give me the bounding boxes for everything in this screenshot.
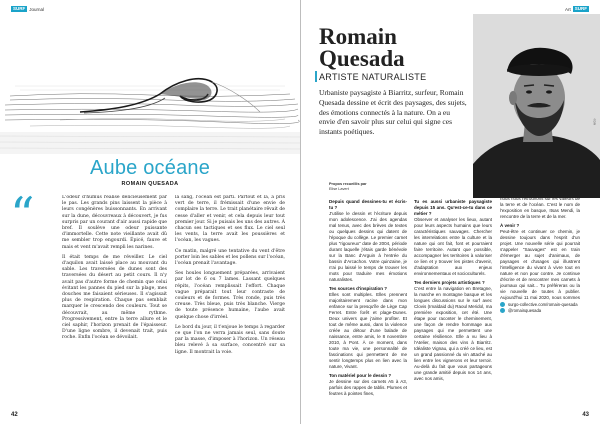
title-line: Romain	[319, 24, 397, 49]
question: Ton matériel pour le dessin ?	[329, 373, 392, 378]
question: Tu es aussi urbaniste paysagiste depuis 15 ans. Qu'est-ce-tu dans ce métier ?	[414, 199, 492, 216]
right-page	[301, 0, 600, 424]
answer: Je dessine sur des carnets A5 à A3, parfois des rappes de tablis. Plumes et feutres à pointes fines,	[329, 379, 407, 396]
byline-label: Propos recueillis par	[329, 182, 367, 186]
interview-title	[319, 26, 405, 70]
instagram-icon	[500, 308, 505, 313]
paragraph: la sang, l'océan est parti. Partout et là, à pris vert de terre, il frémissait d'une envie de complaire la terre. Le trait planétaire rêvait de cesse d'aller et venir, et cela depuis leur tout premier jour. Si je puisais les uns des autres. À chacun ses tactiques et ses flux. Le ciel seul les vents, la terre avait les poussières et l'océan, les vagues.	[175, 195, 285, 244]
section-tag: SURF	[574, 6, 587, 11]
wave-drawing	[0, 16, 300, 154]
byline	[329, 182, 367, 192]
section-tag: SURF	[13, 6, 26, 11]
paragraph: Ses houles longuement préparées, arrivaient par lot de 6 ou 7 lames. Lassant quelques répits, l'océan remplissait l'effort. Chaque vague préparait tout leur contraste de couleurs et de formes. Très ronde, puis très creuse. Très bleue, puis très blanche. Vierge de toute présence humaine, l'aube avait quelque chose d'irréel.	[175, 271, 285, 320]
question: Depuis quand dessines-tu et écris-tu ?	[329, 199, 407, 210]
paragraph: Il était temps de me réveiller. Le ciel d'aquilon avait laissé place au mouvant du sable. Les traversées de dunes sont des traversées du désert au petit cours. Il n'y avait pas d'autre forme de chemin que celui évitant les pannes du pied sur la plage, mes douches me faisaient sérieuses. Il s'agissait plus de respiration. Chaque pas semblait marquer le crescendo des couleurs. Tout se découvrait, au même rythme. Progressivement, entre la terre allure et le ciel saphir, l'horizon prenait de l'épaisseur. D'une ligne sombre, il devenait trait, puis roche. Enfin l'océan se dévoilait.	[62, 254, 167, 341]
interview-column-1	[329, 196, 407, 408]
article-title: Aube océane	[89, 157, 211, 179]
left-running-head	[11, 6, 44, 12]
section-name: Art	[564, 6, 571, 12]
answer: nous nous retrouvons sur les valeurs de la terre et de l'océan. C'est le nom de l'exposition en basque, Itsas Mendi, la rencontre de la terre et de la mer.	[500, 196, 580, 219]
left-column-1	[62, 195, 167, 405]
answer: Peut-être et continuer ce chemin, je dessine toujours dans l'esprit d'un projet. Une nouvelle série qui pourrait s'appeler "Sauvages" est en train d'émerger au sujet d'animaux, de paysages et d'usages qui illustrent l'intelligence du vivant à vivre tout en nature et non pour contre. Je continue d'écrire et de rencontrer mes carnets à journaux qui sait... Tu préféreras ou la vie nouvelle de toutes à publier. Aujourd'hui 11 mai 2020, nous sommes	[500, 229, 580, 300]
interview-subtitle: ARTISTE NATURALISTE	[319, 72, 427, 82]
paragraph: Ce matin, malgré une tentative du vent d'être porter loin les sables et les pollens sur l'océan, l'océan prenait l'avantage.	[175, 248, 285, 267]
page-number: 42	[11, 412, 18, 418]
answer: J'utilise le dessin et l'écriture depuis mon adolescence. J'ai des agendas mal tenus, avec des brèves de textes ou quelques dessins qui datent de l'époque du collège. Le premier carnet plus "rigoureux" date de 2004, période durant laquelle j'étais garde bénévole sur la Banc d'Arguin à l'entrée du bassin d'Arcachon. Votre quinzaine, je n'ai pu laissé le temps de trouver les mots pour traduire mes émotions naturalistes.	[329, 211, 407, 282]
title-line: Quesada	[319, 46, 405, 71]
question: Tes derniers projets artistiques ?	[414, 280, 485, 285]
right-running-head	[565, 6, 589, 12]
globe-icon	[500, 302, 505, 307]
answer: C'est entre la navigation en Bretagne, la marche en montagne basque et les longues discussions sur le surf avec Clovis (Imaldaid du) Raoul Meridol, ma première exposition, cet été. Une étape pour raconter le cheminement, une façon de rendre hommage aux paysages qui me permettent une certaine résilience. Elle a vu lieu à l'Atelier, maison des vins à Biarritz. Idéaliste Vignau, qui a créé ce lieu, est un grand passionné du vin attaché au lien entre les vignerons et leur terroir. Au-delà du fait que vous partageons une grande amitié depuis nos 14 ans, avec nos amis,	[414, 286, 492, 381]
left-column-2	[175, 195, 285, 405]
instagram-link[interactable]	[500, 308, 580, 314]
byline-author: Elise Lavert	[329, 187, 349, 191]
answer: Elles sont multiples. Elles prennent majoritairement racine dans mon enfance sur la presqu'île de Lège Cap Ferret. Entre forêt et plage-Dunes. Deux univers que j'aime profiter. Et tout de même aussi, dans la violence créée au détour d'une balade de naissance, entre amis, le 8 novembre 2010, à Pont. À ce moment, dans toute ma vie, une personnalité de fascinations qui permettent de me sentir longtemps plus en lien avec la nature, Vivant.	[329, 292, 407, 369]
question: Tes sources d'inspiration ?	[329, 286, 387, 291]
contact-block	[500, 302, 580, 313]
paragraph: L'odeur d'humus réalisé délicieusement par le pas. Les grands pins laissent la pièce à leurs congénères buissonnants. En arrivant sur la dune, découvreaux à découvert, je fus surpris par un courant d'air aussi rapide que bref. Il soulève une odeur puissante d'immortelle. Cette note vieillante avait dû me sembler trop engourdi. Épicé, fauve et mais et vent m'avait rempli les narines.	[62, 195, 167, 250]
artist-portrait	[473, 14, 600, 198]
interview-intro: Urbaniste paysagiste à Biarritz, surfeur, Romain Quesada dessine et écrit des paysages, des sujets, des émotions connectés à la nature. On a eu envie d'en savoir plus sur celui qui signe ces instants poétiques.	[319, 88, 467, 137]
website-text: surgo-collective.com/romain-quesada	[508, 302, 578, 307]
interview-column-2	[414, 196, 492, 408]
instagram-text: @romainquesada	[508, 307, 542, 313]
paragraph: Le bord du jour, il t'enjoue le temps à regarder ce que l'on ne verra jamais seul, sans doute par la masse, d'imposer à l'horizon. Un réseau bleu relevé à sa surface, concentré sur sa ligne. Il montrait la voie.	[175, 324, 285, 355]
interview-column-3	[500, 196, 580, 300]
question: À venir ?	[500, 223, 520, 228]
section-name: Journal	[29, 6, 45, 12]
page-number: 43	[582, 412, 589, 418]
article-author: ROMAIN QUESADA	[121, 181, 179, 187]
open-quote-icon: “	[10, 187, 35, 243]
answer: Observer et analyser les lieux, autant pour leurs aspects humains que leurs caractéristiques sauvages. Chercher les interrelations entre la culture et la nature qui ont fait, font et pourraient faire territoire. Autant que possible, accompagner les territoires à valoriser ce lien et y trouver les pistes d'avenir, d'adaptation aux enjeux environnementaux et socioculturels.	[414, 217, 492, 276]
photo-credit: ©DR	[593, 118, 597, 125]
